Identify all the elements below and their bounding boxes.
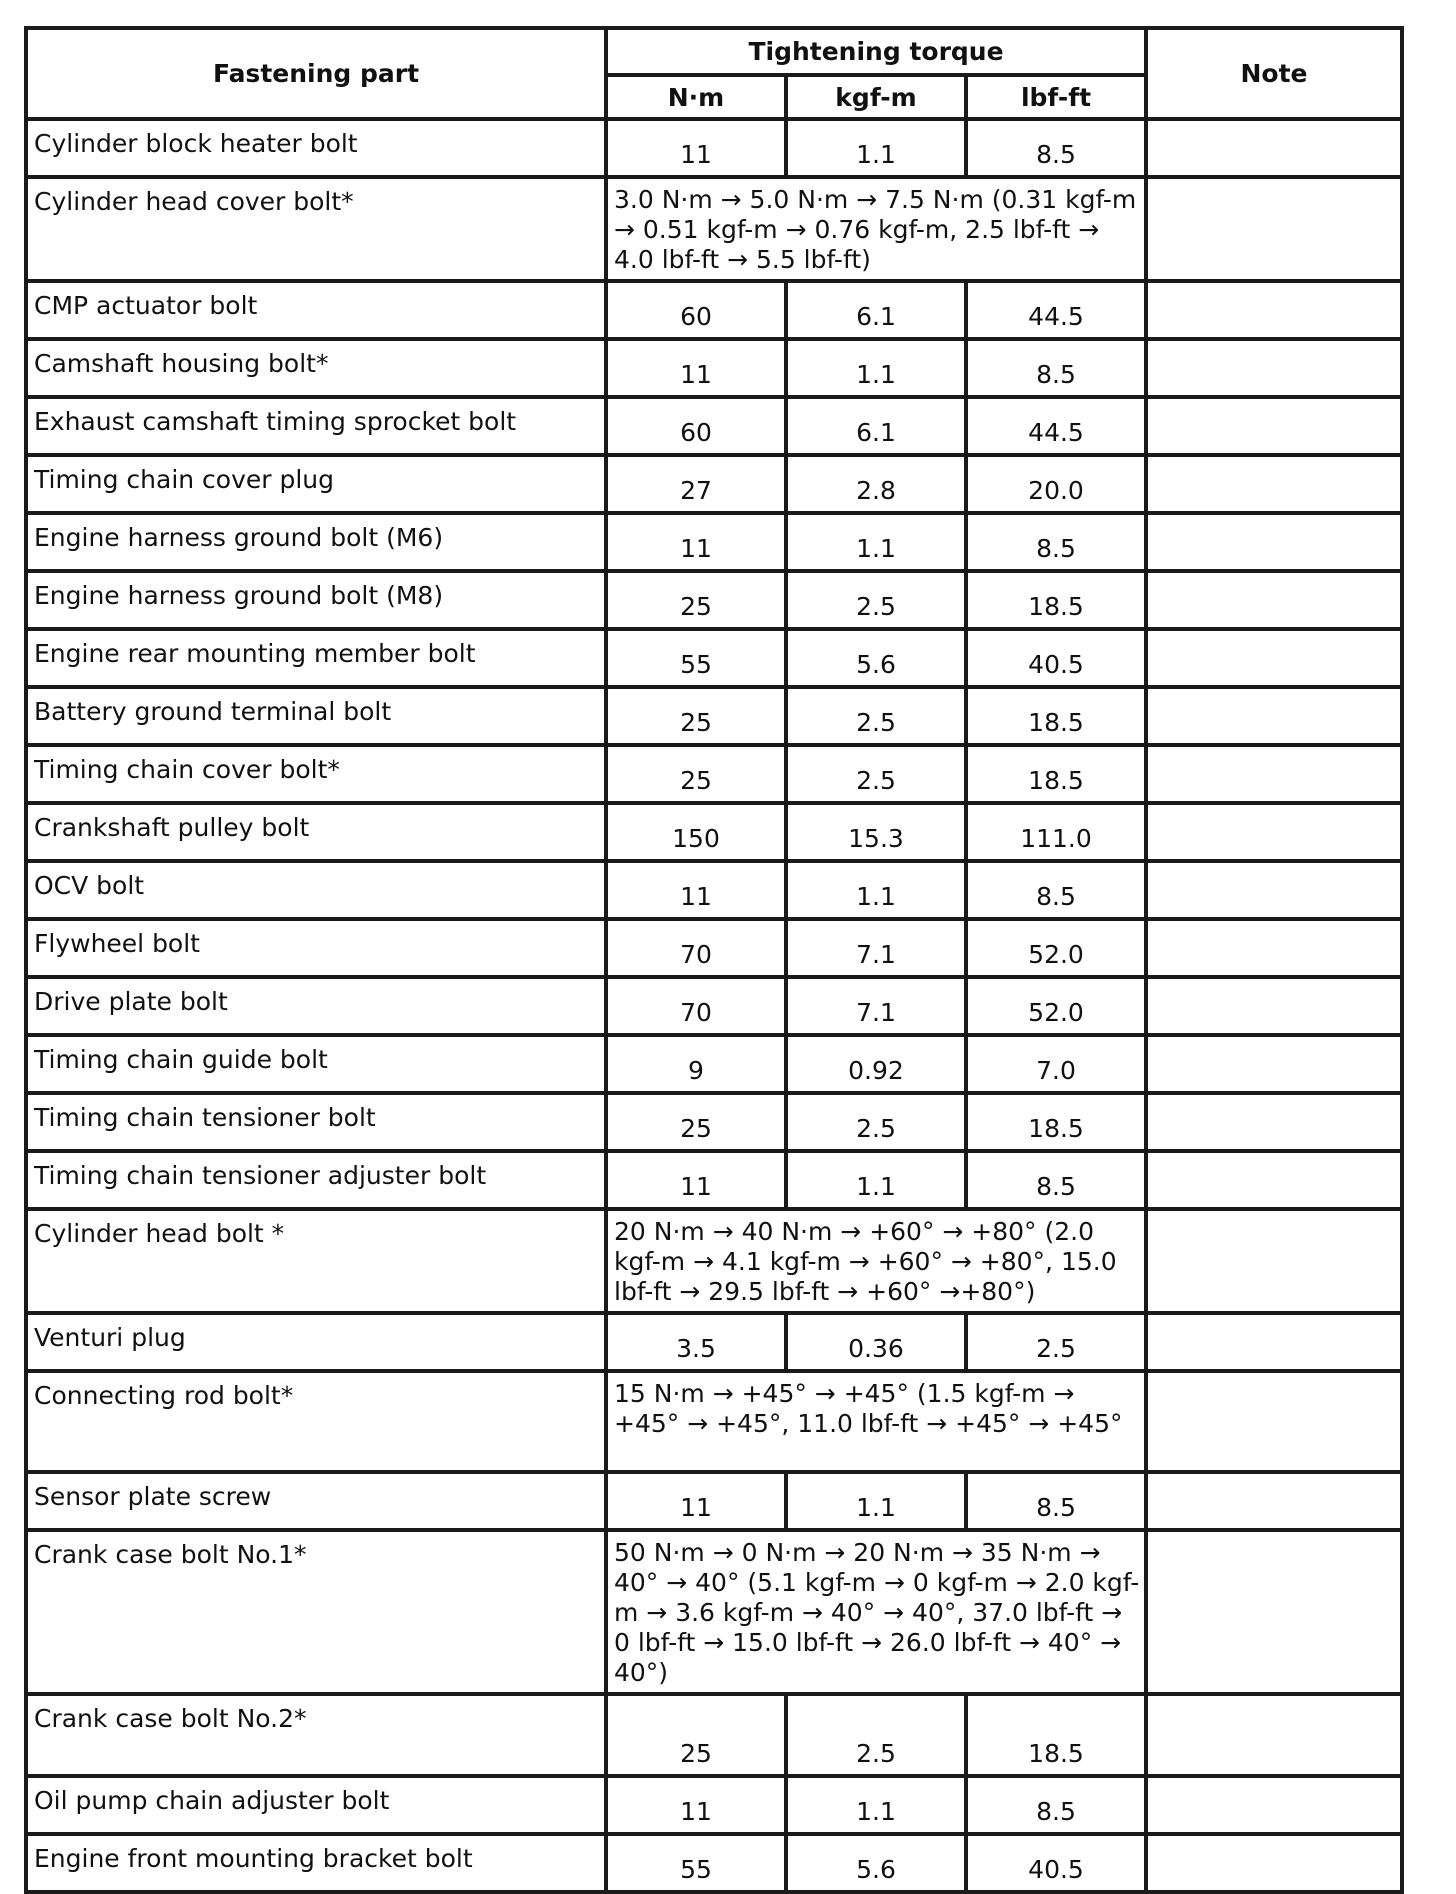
note-cell — [1146, 397, 1402, 455]
nm-cell: 25 — [606, 745, 786, 803]
lbfft-cell: 2.5 — [966, 1313, 1146, 1371]
table-row — [26, 455, 1402, 513]
fastening-part-cell: Exhaust camshaft timing sprocket bolt — [26, 397, 606, 455]
nm-cell: 25 — [606, 1694, 786, 1776]
note-cell — [1146, 1313, 1402, 1371]
table-row — [26, 1035, 1402, 1093]
torque-sequence-cell: 3.0 N·m → 5.0 N·m → 7.5 N·m (0.31 kgf-m → 0.51 kgf-m → 0.76 kgf-m, 2.5 lbf-ft → 4.0 lbf-ft → 5.5 lbf-ft) — [606, 177, 1146, 281]
fastening-part-cell: Connecting rod bolt* — [26, 1371, 606, 1472]
kgfm-cell: 6.1 — [786, 397, 966, 455]
lbfft-cell: 8.5 — [966, 1151, 1146, 1209]
table-row — [26, 919, 1402, 977]
table-row — [26, 687, 1402, 745]
header-tightening-torque: Tightening torque — [606, 28, 1146, 75]
table-row — [26, 1151, 1402, 1209]
kgfm-cell: 6.1 — [786, 281, 966, 339]
fastening-part-cell: Timing chain guide bolt — [26, 1035, 606, 1093]
fastening-part-cell: Timing chain cover plug — [26, 455, 606, 513]
kgfm-cell: 15.3 — [786, 803, 966, 861]
note-cell — [1146, 1694, 1402, 1776]
nm-cell: 25 — [606, 1093, 786, 1151]
fastening-part-cell: Flywheel bolt — [26, 919, 606, 977]
table-row — [26, 571, 1402, 629]
lbfft-cell: 18.5 — [966, 1694, 1146, 1776]
kgfm-cell: 7.1 — [786, 919, 966, 977]
torque-sequence-cell: 50 N·m → 0 N·m → 20 N·m → 35 N·m → 40° → 40° (5.1 kgf-m → 0 kgf-m → 2.0 kgf-m → 3.6 kgf-m → 40° → 40°, 37.0 lbf-ft → 0 lbf-ft → 15.0 lbf-ft → 26.0 lbf-ft → 40° → 40°) — [606, 1530, 1146, 1694]
nm-cell: 25 — [606, 571, 786, 629]
header-nm: N·m — [606, 75, 786, 119]
fastening-part-cell: Cylinder block heater bolt — [26, 119, 606, 177]
kgfm-cell: 2.5 — [786, 745, 966, 803]
table-row — [26, 1371, 1402, 1472]
table-row — [26, 281, 1402, 339]
nm-cell: 27 — [606, 455, 786, 513]
lbfft-cell: 8.5 — [966, 1776, 1146, 1834]
nm-cell: 70 — [606, 919, 786, 977]
note-cell — [1146, 919, 1402, 977]
fastening-part-cell: Cylinder head cover bolt* — [26, 177, 606, 281]
fastening-part-cell: Oil pump chain adjuster bolt — [26, 1776, 606, 1834]
nm-cell: 11 — [606, 861, 786, 919]
kgfm-cell: 0.36 — [786, 1313, 966, 1371]
lbfft-cell: 44.5 — [966, 281, 1146, 339]
lbfft-cell: 44.5 — [966, 397, 1146, 455]
nm-cell: 11 — [606, 1151, 786, 1209]
nm-cell: 60 — [606, 281, 786, 339]
kgfm-cell: 2.5 — [786, 1694, 966, 1776]
torque-table — [24, 26, 1404, 1894]
note-cell — [1146, 1776, 1402, 1834]
kgfm-cell: 7.1 — [786, 977, 966, 1035]
table-row — [26, 1093, 1402, 1151]
lbfft-cell: 20.0 — [966, 455, 1146, 513]
note-cell — [1146, 1472, 1402, 1530]
nm-cell: 25 — [606, 687, 786, 745]
fastening-part-cell: OCV bolt — [26, 861, 606, 919]
table-row — [26, 861, 1402, 919]
nm-cell: 60 — [606, 397, 786, 455]
kgfm-cell: 1.1 — [786, 1151, 966, 1209]
table-row — [26, 1472, 1402, 1530]
fastening-part-cell: CMP actuator bolt — [26, 281, 606, 339]
table-row — [26, 119, 1402, 177]
header-fastening-part: Fastening part — [26, 28, 606, 119]
kgfm-cell: 1.1 — [786, 119, 966, 177]
note-cell — [1146, 513, 1402, 571]
fastening-part-cell: Crankshaft pulley bolt — [26, 803, 606, 861]
torque-sequence-cell: 20 N·m → 40 N·m → +60° → +80° (2.0 kgf-m → 4.1 kgf-m → +60° → +80°, 15.0 lbf-ft → 29.5 lbf-ft → +60° →+80°) — [606, 1209, 1146, 1313]
kgfm-cell: 2.8 — [786, 455, 966, 513]
nm-cell: 70 — [606, 977, 786, 1035]
table-row — [26, 397, 1402, 455]
fastening-part-cell: Timing chain tensioner adjuster bolt — [26, 1151, 606, 1209]
kgfm-cell: 1.1 — [786, 1776, 966, 1834]
kgfm-cell: 5.6 — [786, 629, 966, 687]
note-cell — [1146, 1035, 1402, 1093]
lbfft-cell: 18.5 — [966, 1093, 1146, 1151]
fastening-part-cell: Camshaft housing bolt* — [26, 339, 606, 397]
fastening-part-cell: Battery ground terminal bolt — [26, 687, 606, 745]
note-cell — [1146, 861, 1402, 919]
note-cell — [1146, 1151, 1402, 1209]
fastening-part-cell: Sensor plate screw — [26, 1472, 606, 1530]
kgfm-cell: 1.1 — [786, 1472, 966, 1530]
kgfm-cell: 1.1 — [786, 861, 966, 919]
nm-cell: 11 — [606, 339, 786, 397]
table-row — [26, 629, 1402, 687]
lbfft-cell: 8.5 — [966, 861, 1146, 919]
nm-cell: 55 — [606, 629, 786, 687]
note-cell — [1146, 119, 1402, 177]
fastening-part-cell: Crank case bolt No.1* — [26, 1530, 606, 1694]
lbfft-cell: 8.5 — [966, 1472, 1146, 1530]
fastening-part-cell: Cylinder head bolt * — [26, 1209, 606, 1313]
note-cell — [1146, 687, 1402, 745]
kgfm-cell: 2.5 — [786, 571, 966, 629]
lbfft-cell: 18.5 — [966, 687, 1146, 745]
kgfm-cell: 1.1 — [786, 339, 966, 397]
fastening-part-cell: Engine harness ground bolt (M8) — [26, 571, 606, 629]
lbfft-cell: 18.5 — [966, 571, 1146, 629]
fastening-part-cell: Timing chain tensioner bolt — [26, 1093, 606, 1151]
table-row — [26, 513, 1402, 571]
note-cell — [1146, 281, 1402, 339]
kgfm-cell: 2.5 — [786, 687, 966, 745]
torque-sequence-cell: 15 N·m → +45° → +45° (1.5 kgf-m → +45° → +45°, 11.0 lbf-ft → +45° → +45° — [606, 1371, 1146, 1472]
note-cell — [1146, 177, 1402, 281]
nm-cell: 11 — [606, 1472, 786, 1530]
note-cell — [1146, 977, 1402, 1035]
lbfft-cell: 52.0 — [966, 977, 1146, 1035]
nm-cell: 11 — [606, 513, 786, 571]
kgfm-cell: 0.92 — [786, 1035, 966, 1093]
note-cell — [1146, 745, 1402, 803]
note-cell — [1146, 1209, 1402, 1313]
note-cell — [1146, 1834, 1402, 1892]
header-lbfft: lbf-ft — [966, 75, 1146, 119]
note-cell — [1146, 1371, 1402, 1472]
nm-cell: 3.5 — [606, 1313, 786, 1371]
table-row — [26, 1834, 1402, 1892]
table-row — [26, 339, 1402, 397]
table-row — [26, 1694, 1402, 1776]
note-cell — [1146, 1093, 1402, 1151]
note-cell — [1146, 339, 1402, 397]
nm-cell: 9 — [606, 1035, 786, 1093]
lbfft-cell: 7.0 — [966, 1035, 1146, 1093]
fastening-part-cell: Engine front mounting bracket bolt — [26, 1834, 606, 1892]
fastening-part-cell: Engine harness ground bolt (M6) — [26, 513, 606, 571]
nm-cell: 150 — [606, 803, 786, 861]
kgfm-cell: 5.6 — [786, 1834, 966, 1892]
fastening-part-cell: Engine rear mounting member bolt — [26, 629, 606, 687]
note-cell — [1146, 629, 1402, 687]
table-row — [26, 977, 1402, 1035]
nm-cell: 11 — [606, 1776, 786, 1834]
table-row — [26, 803, 1402, 861]
fastening-part-cell: Crank case bolt No.2* — [26, 1694, 606, 1776]
note-cell — [1146, 571, 1402, 629]
header-kgfm: kgf-m — [786, 75, 966, 119]
header-note: Note — [1146, 28, 1402, 119]
table-row — [26, 1776, 1402, 1834]
fastening-part-cell: Venturi plug — [26, 1313, 606, 1371]
lbfft-cell: 40.5 — [966, 1834, 1146, 1892]
note-cell — [1146, 455, 1402, 513]
lbfft-cell: 40.5 — [966, 629, 1146, 687]
lbfft-cell: 8.5 — [966, 119, 1146, 177]
fastening-part-cell: Timing chain cover bolt* — [26, 745, 606, 803]
lbfft-cell: 8.5 — [966, 513, 1146, 571]
nm-cell: 11 — [606, 119, 786, 177]
lbfft-cell: 8.5 — [966, 339, 1146, 397]
nm-cell: 55 — [606, 1834, 786, 1892]
table-row — [26, 1209, 1402, 1313]
fastening-part-cell: Drive plate bolt — [26, 977, 606, 1035]
table-row — [26, 745, 1402, 803]
kgfm-cell: 1.1 — [786, 513, 966, 571]
note-cell — [1146, 803, 1402, 861]
kgfm-cell: 2.5 — [786, 1093, 966, 1151]
table-row — [26, 177, 1402, 281]
lbfft-cell: 18.5 — [966, 745, 1146, 803]
table-row — [26, 1530, 1402, 1694]
table-row — [26, 1313, 1402, 1371]
lbfft-cell: 111.0 — [966, 803, 1146, 861]
note-cell — [1146, 1530, 1402, 1694]
lbfft-cell: 52.0 — [966, 919, 1146, 977]
